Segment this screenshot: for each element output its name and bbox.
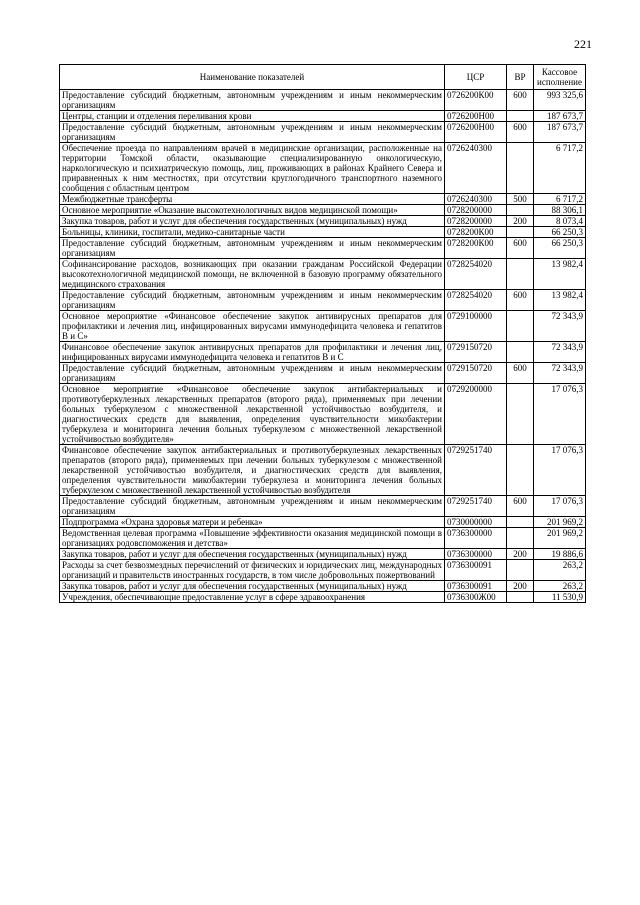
header-name: Наименование показателей [60, 65, 445, 90]
row-amount-cell: 201 969,2 [534, 528, 586, 549]
table-row [60, 143, 586, 194]
row-name-cell: Основное мероприятие «Финансовое обеспечение закупок антивирусных препаратов для профилактики и лечения лиц, инфицированных вирусами иммунодефицита человека и гепатитов В и С» [60, 311, 445, 342]
row-vr-cell [507, 560, 534, 581]
row-csr-cell: 0729150720 [445, 342, 507, 363]
row-amount-cell: 263,2 [534, 560, 586, 581]
table-row [60, 122, 586, 143]
row-name-cell: Расходы за счет безвозмездных перечислений от физических и юридических лиц, международных организаций и правительств иностранных государств, в том числе добровольных пожертвований [60, 560, 445, 581]
row-name-cell: Финансовое обеспечение закупок антибактериальных и противотуберкулезных лекарственных препаратов (второго ряда), применяемых при лечении больных туберкулезом с множественной лекарственной устойчивостью возбудителя, и диагностических средств для выявления, определения чувствительности микобактерии туберкулеза и мониторинга лечения больных туберкулезом с множественной лекарственной устойчивостью возбудителя [60, 445, 445, 496]
row-name-cell: Софинансирование расходов, возникающих при оказании гражданам Российской Федерации высокотехнологичной медицинской помощи, не включенной в базовую программу обязательного медицинского страхования [60, 259, 445, 290]
row-csr-cell: 0726240300 [445, 194, 507, 205]
row-csr-cell: 0729200000 [445, 384, 507, 445]
row-vr-cell: 600 [507, 290, 534, 311]
table-header-row [60, 65, 586, 90]
row-vr-cell [507, 384, 534, 445]
header-amount: Кассовое исполнение [534, 65, 586, 90]
row-csr-cell: 0728254020 [445, 259, 507, 290]
table-row [60, 517, 586, 528]
row-csr-cell: 0729100000 [445, 311, 507, 342]
row-amount-cell: 263,2 [534, 581, 586, 592]
table-row [60, 496, 586, 517]
row-csr-cell: 0736300000 [445, 528, 507, 549]
row-csr-cell: 0726200Н00 [445, 122, 507, 143]
row-csr-cell: 0736300091 [445, 581, 507, 592]
row-name-cell: Основное мероприятие «Оказание высокотехнологичных видов медицинской помощи» [60, 205, 445, 216]
row-amount-cell: 17 076,3 [534, 496, 586, 517]
table-row [60, 194, 586, 205]
row-vr-cell: 600 [507, 238, 534, 259]
table-row [60, 549, 586, 560]
row-amount-cell: 66 250,3 [534, 227, 586, 238]
row-name-cell: Предоставление субсидий бюджетным, автономным учреждениям и иным некоммерческим организациям [60, 90, 445, 111]
row-csr-cell: 0736300Ж00 [445, 592, 507, 603]
row-name-cell: Обеспечение проезда по направлениям врачей в медицинские организации, расположенные на территории Томской области, оказывающие специализированную онкологическую, наркологическую и психиатрическую помощь, лиц, проживающих в районах Крайнего Севера и приравненных к ним местностях, при отсутствии круглогодичного транспортного наземного сообщения с областным центром [60, 143, 445, 194]
row-vr-cell [507, 445, 534, 496]
table-row [60, 238, 586, 259]
row-vr-cell [507, 227, 534, 238]
row-vr-cell [507, 205, 534, 216]
row-amount-cell: 6 717,2 [534, 143, 586, 194]
table-row [60, 205, 586, 216]
table-row [60, 259, 586, 290]
row-vr-cell: 600 [507, 363, 534, 384]
row-vr-cell: 200 [507, 216, 534, 227]
row-amount-cell: 993 325,6 [534, 90, 586, 111]
row-name-cell: Основное мероприятие «Финансовое обеспечение закупок антибактериальных и противотуберкулезных лекарственных препаратов (второго ряда), применяемых при лечении больных туберкулезом с множественной лекарственной устойчивостью возбудителя, и диагностических средств для выявления, определения чувствительности микобактерии туберкулеза и мониторинга лечения больных туберкулезом с множественной лекарственной устойчивостью возбудителя» [60, 384, 445, 445]
row-vr-cell [507, 528, 534, 549]
table-row [60, 290, 586, 311]
row-csr-cell: 0736300000 [445, 549, 507, 560]
row-vr-cell [507, 311, 534, 342]
row-amount-cell: 17 076,3 [534, 445, 586, 496]
row-name-cell: Межбюджетные трансферты [60, 194, 445, 205]
row-amount-cell: 72 343,9 [534, 342, 586, 363]
row-csr-cell: 0736300091 [445, 560, 507, 581]
table-row [60, 560, 586, 581]
row-csr-cell: 0729150720 [445, 363, 507, 384]
row-vr-cell: 600 [507, 90, 534, 111]
row-vr-cell [507, 342, 534, 363]
row-amount-cell: 66 250,3 [534, 238, 586, 259]
row-name-cell: Предоставление субсидий бюджетным, автономным учреждениям и иным некоммерческим организациям [60, 122, 445, 143]
row-csr-cell: 0728254020 [445, 290, 507, 311]
row-amount-cell: 72 343,9 [534, 311, 586, 342]
budget-execution-table [59, 64, 586, 603]
header-csr: ЦСР [445, 65, 507, 90]
row-name-cell: Ведомственная целевая программа «Повышение эффективности оказания медицинской помощи в организациях родовспоможения и детства» [60, 528, 445, 549]
row-csr-cell: 0728200000 [445, 216, 507, 227]
table-row [60, 528, 586, 549]
row-amount-cell: 6 717,2 [534, 194, 586, 205]
row-vr-cell: 200 [507, 581, 534, 592]
row-name-cell: Финансовое обеспечение закупок антивирусных препаратов для профилактики и лечения лиц, инфицированных вирусами иммунодефицита человека и гепатитов В и С [60, 342, 445, 363]
table-row [60, 592, 586, 603]
row-amount-cell: 8 073,4 [534, 216, 586, 227]
row-vr-cell [507, 143, 534, 194]
row-name-cell: Предоставление субсидий бюджетным, автономным учреждениям и иным некоммерческим организациям [60, 238, 445, 259]
row-amount-cell: 201 969,2 [534, 517, 586, 528]
row-amount-cell: 72 343,9 [534, 363, 586, 384]
row-amount-cell: 19 886,6 [534, 549, 586, 560]
table-row [60, 216, 586, 227]
row-amount-cell: 187 673,7 [534, 122, 586, 143]
row-amount-cell: 13 982,4 [534, 259, 586, 290]
row-name-cell: Закупка товаров, работ и услуг для обеспечения государственных (муниципальных) нужд [60, 216, 445, 227]
row-name-cell: Больницы, клиники, госпитали, медико-санитарные части [60, 227, 445, 238]
row-amount-cell: 17 076,3 [534, 384, 586, 445]
page-number: 221 [574, 37, 592, 51]
row-csr-cell: 0730000000 [445, 517, 507, 528]
table-row [60, 581, 586, 592]
row-name-cell: Предоставление субсидий бюджетным, автономным учреждениям и иным некоммерческим организациям [60, 290, 445, 311]
row-name-cell: Предоставление субсидий бюджетным, автономным учреждениям и иным некоммерческим организациям [60, 363, 445, 384]
row-name-cell: Закупка товаров, работ и услуг для обеспечения государственных (муниципальных) нужд [60, 581, 445, 592]
table-row [60, 90, 586, 111]
row-vr-cell: 600 [507, 496, 534, 517]
row-amount-cell: 11 530,9 [534, 592, 586, 603]
row-name-cell: Подпрограмма «Охрана здоровья матери и ребенка» [60, 517, 445, 528]
table-row [60, 342, 586, 363]
row-name-cell: Предоставление субсидий бюджетным, автономным учреждениям и иным некоммерческим организациям [60, 496, 445, 517]
row-name-cell: Закупка товаров, работ и услуг для обеспечения государственных (муниципальных) нужд [60, 549, 445, 560]
table-row [60, 311, 586, 342]
row-name-cell: Учреждения, обеспечивающие предоставление услуг в сфере здравоохранения [60, 592, 445, 603]
row-vr-cell [507, 259, 534, 290]
row-vr-cell: 500 [507, 194, 534, 205]
table-row [60, 445, 586, 496]
row-csr-cell: 0726200К00 [445, 90, 507, 111]
row-name-cell: Центры, станции и отделения переливания крови [60, 111, 445, 122]
row-csr-cell: 0726200Н00 [445, 111, 507, 122]
row-amount-cell: 187 673,7 [534, 111, 586, 122]
row-vr-cell [507, 592, 534, 603]
header-vr: ВР [507, 65, 534, 90]
row-vr-cell [507, 517, 534, 528]
row-csr-cell: 0726240300 [445, 143, 507, 194]
row-vr-cell: 200 [507, 549, 534, 560]
row-amount-cell: 13 982,4 [534, 290, 586, 311]
table-row [60, 227, 586, 238]
row-csr-cell: 0729251740 [445, 496, 507, 517]
row-csr-cell: 0728200К00 [445, 238, 507, 259]
row-csr-cell: 0728200000 [445, 205, 507, 216]
row-csr-cell: 0728200К00 [445, 227, 507, 238]
table-row [60, 384, 586, 445]
table-row [60, 363, 586, 384]
row-amount-cell: 88 306,1 [534, 205, 586, 216]
row-vr-cell: 600 [507, 122, 534, 143]
row-csr-cell: 0729251740 [445, 445, 507, 496]
table-row [60, 111, 586, 122]
row-vr-cell [507, 111, 534, 122]
